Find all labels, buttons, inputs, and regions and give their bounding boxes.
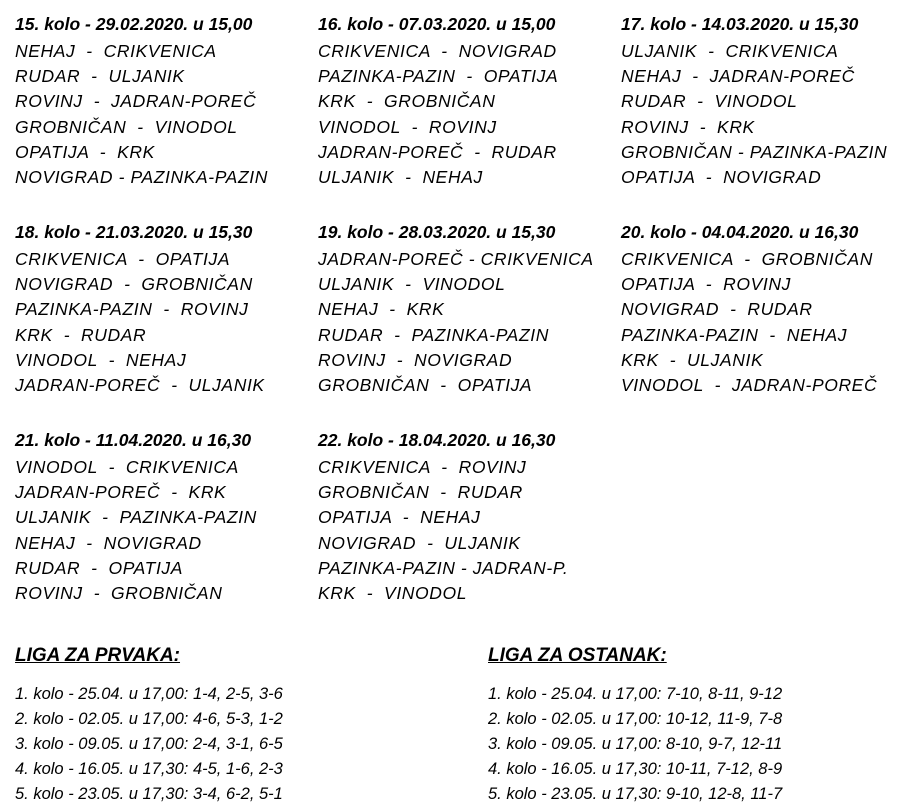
match: NOVIGRAD - RUDAR: [621, 299, 813, 320]
round-title: 22. kolo - 18.04.2020. u 16,30: [318, 430, 556, 450]
round-title: 20. kolo - 04.04.2020. u 16,30: [621, 222, 859, 242]
liga-za-prvaka-title: LIGA ZA PRVAKA:: [15, 645, 181, 666]
match: OPATIJA - ROVINJ: [621, 274, 791, 295]
round-title: 19. kolo - 28.03.2020. u 15,30: [318, 222, 556, 242]
match: ROVINJ - NOVIGRAD: [318, 349, 513, 370]
round-block: [15, 220, 307, 398]
match: VINODOL - NEHAJ: [15, 349, 187, 370]
match: CRIKVENICA - OPATIJA: [15, 249, 231, 269]
match: RUDAR - OPATIJA: [15, 557, 184, 578]
match: KRK - GROBNIČAN: [318, 91, 496, 112]
round-title: 17. kolo - 14.03.2020. u 15,30: [621, 14, 859, 34]
match: ULJANIK - CRIKVENICA: [621, 41, 839, 61]
round-block: [15, 428, 307, 606]
match: GROBNIČAN - PAZINKA-PAZIN: [621, 141, 888, 162]
match: ULJANIK - VINODOL: [318, 274, 506, 295]
match: OPATIJA - NEHAJ: [318, 507, 481, 528]
match: GROBNIČAN - VINODOL: [15, 116, 238, 137]
match: JADRAN-POREČ - KRK: [15, 482, 227, 503]
round-block: [318, 428, 610, 606]
playoff-round: 2. kolo - 02.05. u 17,00: 10-12, 11-9, 7-8: [488, 710, 783, 728]
match: ULJANIK - NEHAJ: [318, 167, 483, 188]
match: RUDAR - PAZINKA-PAZIN: [318, 324, 549, 345]
match: CRIKVENICA - GROBNIČAN: [621, 249, 873, 269]
match: ULJANIK - PAZINKA-PAZIN: [15, 507, 257, 528]
playoff-round: 2. kolo - 02.05. u 17,00: 4-6, 5-3, 1-2: [15, 710, 283, 728]
match: JADRAN-POREČ - ULJANIK: [15, 375, 265, 396]
match: ROVINJ - GROBNIČAN: [15, 583, 223, 604]
round-block: [318, 12, 610, 190]
match: PAZINKA-PAZIN - NEHAJ: [621, 324, 848, 345]
match: JADRAN-POREČ - CRIKVENICA: [318, 249, 594, 269]
match: JADRAN-POREČ - RUDAR: [318, 141, 557, 162]
match: KRK - ULJANIK: [621, 349, 764, 370]
round-title: 15. kolo - 29.02.2020. u 15,00: [15, 14, 253, 34]
match: KRK - RUDAR: [15, 324, 147, 345]
match: CRIKVENICA - NOVIGRAD: [318, 41, 557, 61]
round-block: [15, 12, 307, 190]
round-title: 18. kolo - 21.03.2020. u 15,30: [15, 222, 253, 242]
match: RUDAR - ULJANIK: [15, 66, 185, 87]
match: CRIKVENICA - ROVINJ: [318, 457, 527, 477]
round-block: [318, 220, 610, 398]
playoff-round: 5. kolo - 23.05. u 17,30: 9-10, 12-8, 11-7: [488, 785, 783, 803]
match: KRK - VINODOL: [318, 583, 468, 604]
match: NEHAJ - CRIKVENICA: [15, 41, 217, 61]
playoff-round: 1. kolo - 25.04. u 17,00: 7-10, 8-11, 9-12: [488, 685, 783, 703]
match: ROVINJ - JADRAN-POREČ: [15, 91, 257, 112]
round-title: 16. kolo - 07.03.2020. u 15,00: [318, 14, 556, 34]
liga-za-ostanak: [488, 644, 900, 807]
match: VINODOL - JADRAN-POREČ: [621, 375, 878, 396]
match: OPATIJA - NOVIGRAD: [621, 167, 822, 188]
match: NOVIGRAD - PAZINKA-PAZIN: [15, 167, 268, 188]
liga-za-prvaka: [15, 644, 435, 807]
playoff-round: 3. kolo - 09.05. u 17,00: 8-10, 9-7, 12-11: [488, 735, 783, 753]
playoff-round: 4. kolo - 16.05. u 17,30: 4-5, 1-6, 2-3: [15, 760, 283, 778]
playoff-round: 5. kolo - 23.05. u 17,30: 3-4, 6-2, 5-1: [15, 785, 283, 803]
match: RUDAR - VINODOL: [621, 91, 798, 112]
match: NOVIGRAD - GROBNIČAN: [15, 274, 253, 295]
match: VINODOL - CRIKVENICA: [15, 457, 239, 477]
match: NEHAJ - NOVIGRAD: [15, 532, 202, 553]
playoff-round: 1. kolo - 25.04. u 17,00: 1-4, 2-5, 3-6: [15, 685, 283, 703]
round-block: [621, 220, 900, 398]
match: OPATIJA - KRK: [15, 141, 155, 162]
match: GROBNIČAN - RUDAR: [318, 482, 523, 503]
match: NOVIGRAD - ULJANIK: [318, 532, 521, 553]
playoff-round: 3. kolo - 09.05. u 17,00: 2-4, 3-1, 6-5: [15, 735, 283, 753]
match: NEHAJ - JADRAN-POREČ: [621, 66, 855, 87]
match: PAZINKA-PAZIN - JADRAN-P.: [318, 557, 569, 578]
match: PAZINKA-PAZIN - ROVINJ: [15, 299, 249, 320]
match: GROBNIČAN - OPATIJA: [318, 375, 533, 396]
match: NEHAJ - KRK: [318, 299, 445, 320]
round-title: 21. kolo - 11.04.2020. u 16,30: [15, 430, 252, 450]
playoff-round: 4. kolo - 16.05. u 17,30: 10-11, 7-12, 8-9: [488, 760, 783, 778]
match: ROVINJ - KRK: [621, 116, 755, 137]
round-block: [621, 12, 900, 190]
match: PAZINKA-PAZIN - OPATIJA: [318, 66, 559, 87]
match: VINODOL - ROVINJ: [318, 116, 497, 137]
liga-za-ostanak-title: LIGA ZA OSTANAK:: [488, 645, 667, 666]
